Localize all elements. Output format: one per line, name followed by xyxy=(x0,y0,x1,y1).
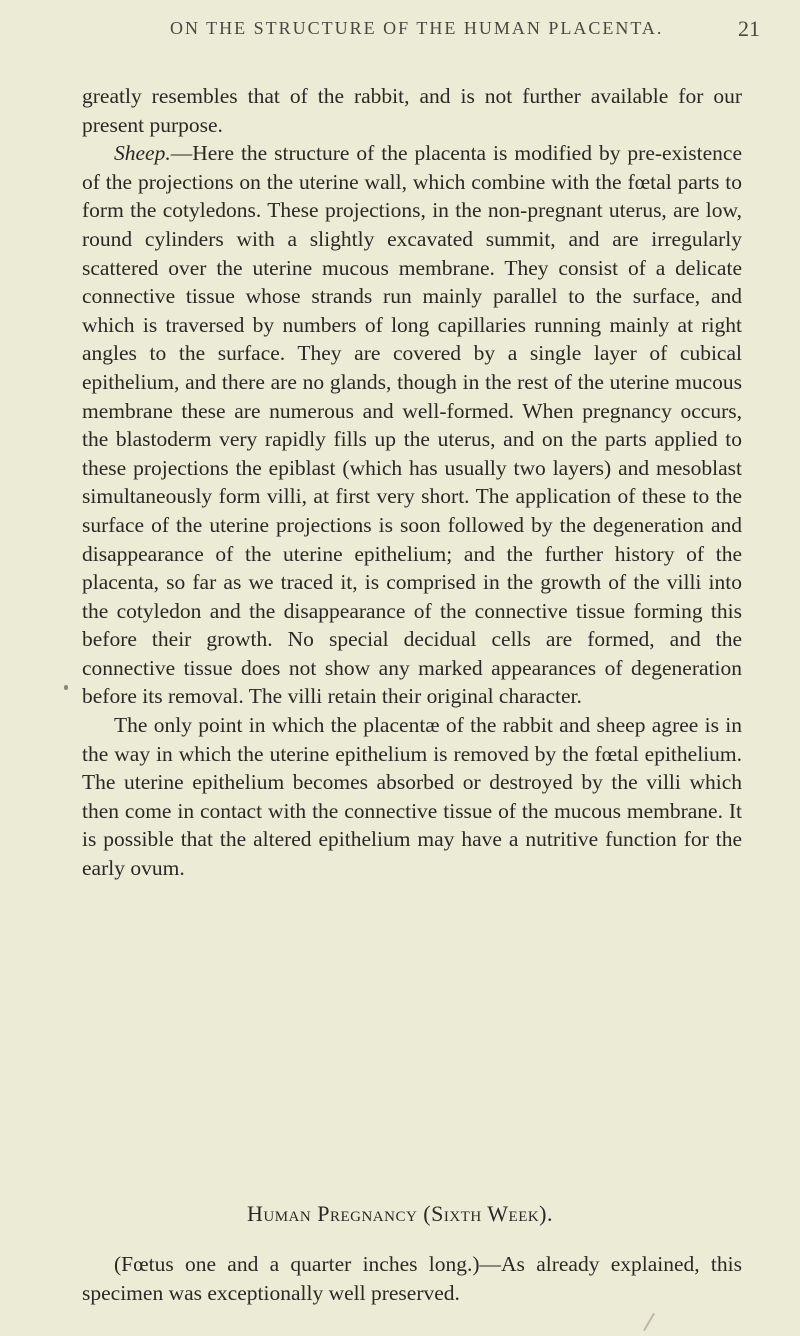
paragraph-comparison-text: The only point in which the placentæ of the rabbit and sheep agree is in the way in which the uterine epithelium is removed by the fœtal epithelium. The uterine epithelium becomes absorbed or destroyed by the villi which then come in contact with the connective tissue of the mucous membrane. It is possible that the altered epithelium may have a nutritive function for the early ovum. xyxy=(82,713,742,881)
paragraph-sheep xyxy=(82,139,742,711)
paragraph-continuation xyxy=(82,82,742,139)
pencil-mark xyxy=(643,1313,655,1331)
paragraph-sheep-text: —Here the structure of the placenta is modified by pre-existence of the projections on the uterine wall, which combine with the fœtal parts to form the cotyledons. These projections, in the non-pregnant uterus, are low, round cylinders with a slightly excavated summit, and are irregularly scattered over the uterine mucous membrane. They consist of a delicate connective tissue whose strands run mainly parallel to the surface, and which is traversed by numbers of long capillaries running mainly at right angles to the surface. They are covered by a single layer of cubical epithelium, and there are no glands, though in the rest of the uterine mucous membrane these are numerous and well-formed. When pregnancy occurs, the blastoderm very rapidly fills up the uterus, and on the parts applied to these projections the epiblast (which has usually two layers) and mesoblast simultaneously form villi, at first very short. The application of these to the surface of the uterine projections is soon followed by the degeneration and disappearance of the uterine epithelium; and the further history of the placenta, so far as we traced it, is comprised in the growth of the villi into the cotyledon and the disappearance of the connective tissue forming this before their growth. No special decidual cells are formed, and the connective tissue does not show any marked appearances of degeneration before its removal. The villi retain their original character. xyxy=(82,141,742,709)
running-head xyxy=(0,18,800,48)
body-text xyxy=(82,82,742,883)
sheep-lead-in: Sheep. xyxy=(114,141,171,166)
running-title: ON THE STRUCTURE OF THE HUMAN PLACENTA. xyxy=(170,18,664,38)
section-heading: Human Pregnancy (Sixth Week). xyxy=(246,1201,554,1226)
page-number: 21 xyxy=(738,16,760,41)
margin-speck xyxy=(64,685,68,690)
paragraph-comparison xyxy=(82,711,742,883)
section-paragraph: (Fœtus one and a quarter inches long.)—As already explained, this specimen was exceptionally well preserved. xyxy=(82,1252,742,1305)
paragraph-continuation-text: greatly resembles that of the rabbit, and is not further available for our present purpose. xyxy=(82,84,742,137)
